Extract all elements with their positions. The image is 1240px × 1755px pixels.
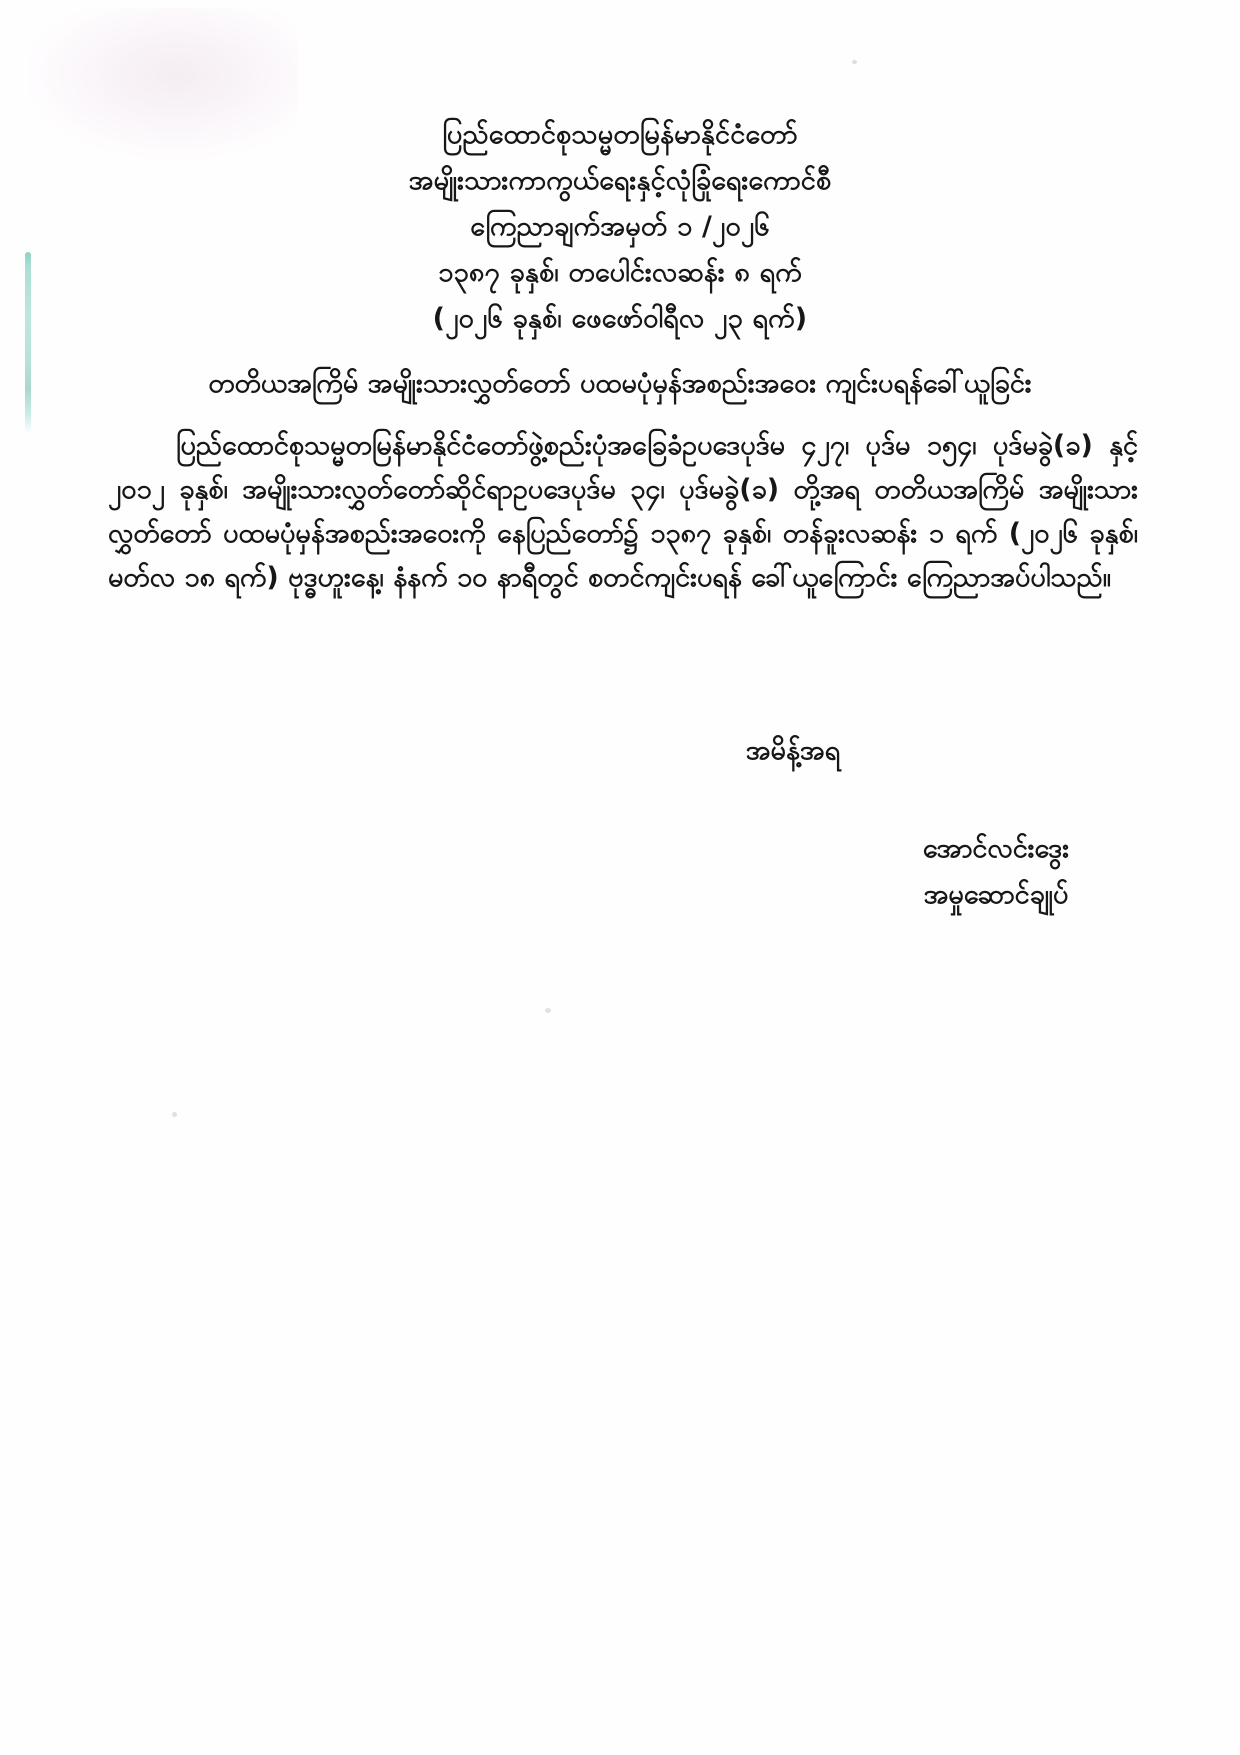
gregorian-date-line: (၂၀၂၆ ခုနှစ်၊ ဖေဖော်ဝါရီလ ၂၃ ရက်) — [432, 303, 808, 334]
by-order-line: အမိန့်အရ — [745, 735, 841, 766]
signatory-name: အောင်လင်းဒွေး — [922, 833, 1070, 864]
announcement-number-line: ကြေညာချက်အမှတ် ၁ /၂၀၂၆ — [470, 211, 770, 242]
scan-speck — [545, 1008, 551, 1013]
signatory-title: အမှုဆောင်ချုပ် — [923, 879, 1069, 910]
myanmar-calendar-date-line: ၁၃၈၇ ခုနှစ်၊ တပေါင်းလဆန်း ၈ ရက် — [438, 257, 802, 288]
state-name-line: ပြည်ထောင်စုသမ္မတမြန်မာနိုင်ငံတော် — [442, 119, 798, 150]
scan-speck — [172, 1112, 177, 1117]
document-title: တတိယအကြိမ် အမျိုးသားလွှတ်တော် ပထမပုံမှန်အစည်းအဝေး ကျင်းပရန်ခေါ်ယူခြင်း — [208, 368, 1032, 399]
scan-speck — [852, 60, 857, 64]
body-paragraph: ပြည်ထောင်စုသမ္မတမြန်မာနိုင်ငံတော်ဖွဲ့စည်းပုံအခြေခံဥပဒေပုဒ်မ ၄၂၇၊ ပုဒ်မ ၁၅၄၊ ပုဒ်မခွဲ(ခ) နှင့် ၂၀၁၂ ခုနှစ်၊ အမျိုးသားလွှတ်တော်ဆိုင်ရာဥပဒေပုဒ်မ ၃၄၊ ပုဒ်မခွဲ(ခ) တို့အရ တတိယအကြိမ် အမျိုးသားလွှတ်တော် ပထမပုံမှန်အစည်းအဝေးကို နေပြည်တော်၌ ၁၃၈၇ ခုနှစ်၊ တန်ခူးလဆန်း ၁ ရက် (၂၀၂၆ ခုနှစ်၊ မတ်လ ၁၈ ရက်) ဗုဒ္ဓဟူးနေ့၊ နံနက် ၁၀ နာရီတွင် စတင်ကျင်းပရန် ခေါ်ယူကြောင်း ကြေညာအပ်ပါသည်။ — [108, 430, 1138, 593]
letterhead — [0, 112, 1240, 342]
signature-block — [855, 826, 1137, 918]
council-name-line: အမျိုးသားကာကွယ်ရေးနှင့်လုံခြုံရေးကောင်စီ — [408, 165, 832, 196]
